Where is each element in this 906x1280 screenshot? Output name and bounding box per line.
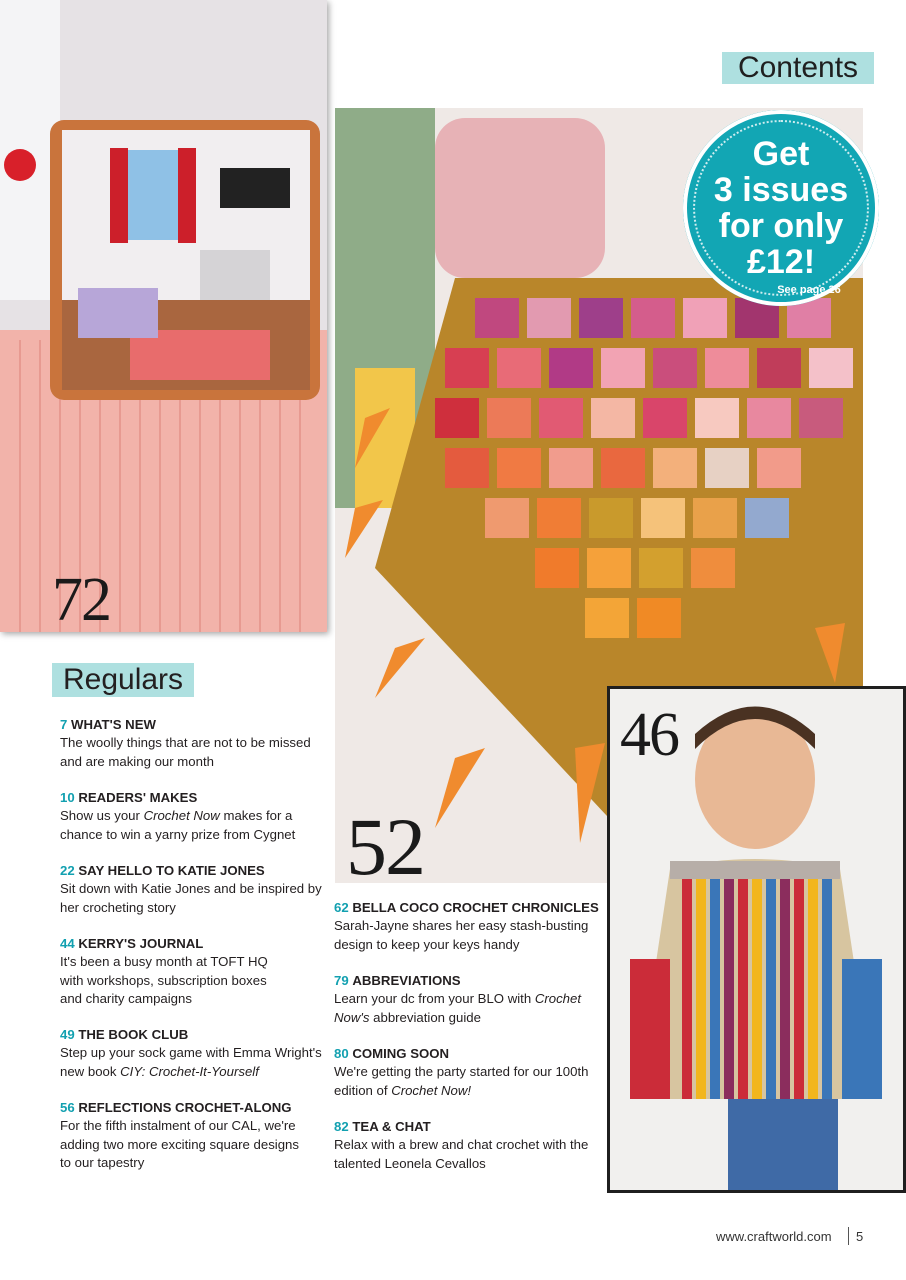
item-title: WHAT'S NEW bbox=[71, 717, 156, 732]
list-item[interactable] bbox=[334, 899, 604, 954]
item-description: Show us your Crochet Now makes for a chance to win a yarny prize from Cygnet bbox=[60, 808, 296, 842]
item-page: 56 bbox=[60, 1100, 75, 1115]
item-title: ABBREVIATIONS bbox=[352, 973, 461, 988]
item-page: 10 bbox=[60, 790, 75, 805]
list-item[interactable] bbox=[60, 862, 330, 917]
footer-url[interactable]: www.craftworld.com bbox=[716, 1229, 832, 1244]
item-title: TEA & CHAT bbox=[352, 1119, 431, 1134]
promo-line-3: for only bbox=[718, 207, 844, 245]
item-description: Sarah-Jayne shares her easy stash-busting design to keep your keys handy bbox=[334, 918, 589, 952]
item-title: BELLA COCO CROCHET CHRONICLES bbox=[352, 900, 599, 915]
page-number-52: 52 bbox=[346, 801, 424, 892]
item-page: 62 bbox=[334, 900, 349, 915]
item-description: For the fifth instalment of our CAL, we're adding two more exciting square designs to our tapestry bbox=[60, 1118, 299, 1170]
item-title: THE BOOK CLUB bbox=[78, 1027, 189, 1042]
item-description: Step up your sock game with Emma Wright's new book CIY: Crochet-It-Yourself bbox=[60, 1045, 322, 1079]
item-page: 80 bbox=[334, 1046, 349, 1061]
item-description: It's been a busy month at TOFT HQ with workshops, subscription boxes and charity campaigns bbox=[60, 954, 268, 1006]
promo-line-4: £12! bbox=[746, 243, 816, 281]
page-number-72: 72 bbox=[52, 566, 110, 634]
item-description: Sit down with Katie Jones and be inspired by her crocheting story bbox=[60, 881, 322, 915]
list-item[interactable] bbox=[60, 1026, 330, 1081]
item-page: 49 bbox=[60, 1027, 75, 1042]
item-title: COMING SOON bbox=[352, 1046, 450, 1061]
item-page: 82 bbox=[334, 1119, 349, 1134]
item-title: KERRY'S JOURNAL bbox=[78, 936, 204, 951]
footer-divider bbox=[848, 1227, 849, 1245]
list-item[interactable] bbox=[334, 1118, 604, 1173]
list-item[interactable] bbox=[334, 1045, 589, 1100]
contents-heading: Contents bbox=[722, 52, 874, 84]
subscription-promo-badge[interactable] bbox=[683, 110, 879, 306]
item-description: We're getting the party started for our 100th edition of Crochet Now! bbox=[334, 1064, 589, 1098]
pillow-illustration bbox=[0, 0, 327, 632]
promo-line-1: Get bbox=[752, 135, 810, 173]
item-description: Relax with a brew and chat crochet with the talented Leonela Cevallos bbox=[334, 1137, 589, 1171]
item-title: REFLECTIONS CROCHET-ALONG bbox=[78, 1100, 292, 1115]
item-description: The woolly things that are not to be missed and are making our month bbox=[60, 735, 311, 769]
regulars-heading: Regulars bbox=[52, 663, 194, 697]
item-page: 44 bbox=[60, 936, 75, 951]
item-title: SAY HELLO TO KATIE JONES bbox=[78, 863, 265, 878]
list-item[interactable] bbox=[60, 789, 330, 844]
footer-page-number: 5 bbox=[856, 1229, 864, 1244]
item-page: 22 bbox=[60, 863, 75, 878]
list-item[interactable] bbox=[60, 1099, 305, 1172]
list-item[interactable] bbox=[60, 935, 275, 1008]
item-description: Learn your dc from your BLO with Crochet Now's abbreviation guide bbox=[334, 991, 582, 1025]
list-item[interactable] bbox=[60, 716, 330, 771]
page-number-46: 46 bbox=[620, 701, 678, 769]
item-page: 7 bbox=[60, 717, 68, 732]
promo-line-2: 3 issues bbox=[713, 171, 849, 209]
pillow-photo bbox=[0, 0, 327, 632]
promo-see-page: See page 26 bbox=[777, 284, 841, 296]
item-title: READERS' MAKES bbox=[78, 790, 198, 805]
list-item[interactable] bbox=[334, 972, 584, 1027]
item-page: 79 bbox=[334, 973, 349, 988]
